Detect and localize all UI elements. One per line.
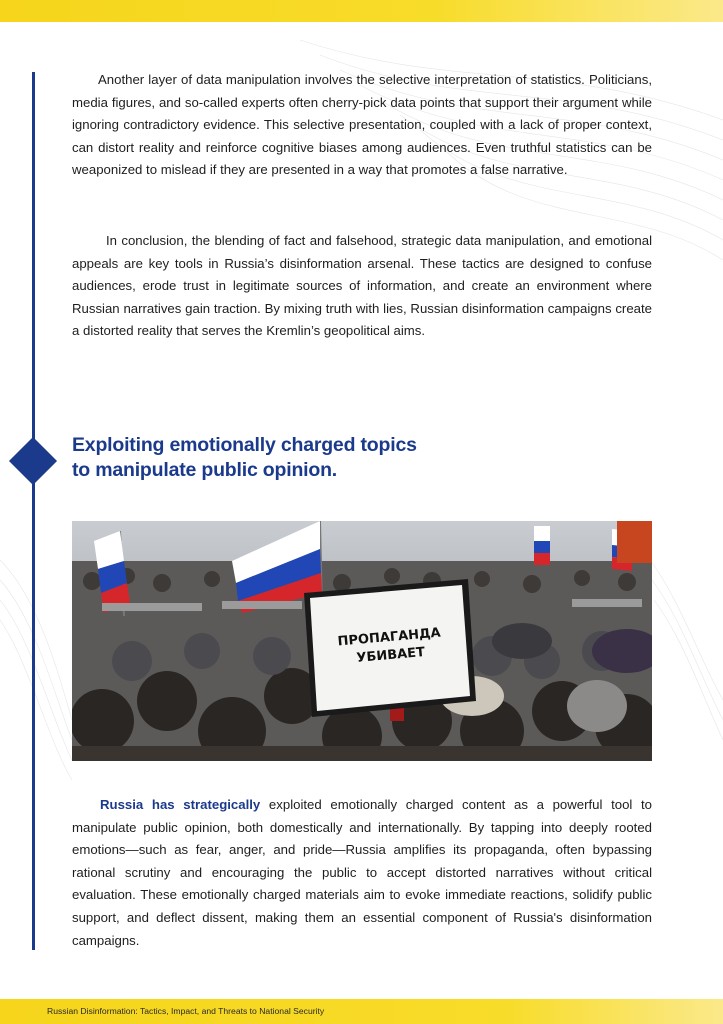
section-heading	[72, 433, 512, 483]
footer-title: Russian Disinformation: Tactics, Impact, and Threats to National Security	[47, 1006, 325, 1016]
sign-text-line-2: УБИВАЕТ	[355, 645, 426, 666]
highlight-lead-text: Russia has strategically	[100, 797, 261, 812]
body-paragraph-1: Another layer of data manipulation involves the selective interpretation of statistics. Politicians, media figures, and so-called experts often cherry-pick data points that support their argument while ignoring contradictory evidence. This selective presentation, coupled with a lack of proper context, can distort reality and reinforce cognitive biases among audiences. Even truthful statistics can be weaponized to mislead if they are presented in a way that promotes a false narrative.	[72, 72, 652, 178]
body-paragraph-3	[72, 794, 652, 952]
section-heading-line-1: Exploiting emotionally charged topics	[72, 434, 417, 456]
sign-text-line-1: ПРОПАГАНДА	[337, 625, 442, 650]
left-vertical-accent-line	[32, 72, 35, 950]
section-heading-line-2: to manipulate public opinion.	[72, 459, 338, 481]
protest-photo	[72, 521, 652, 761]
body-paragraph-2: In conclusion, the blending of fact and falsehood, strategic data manipulation, and emotional appeals are key tools in Russia’s disinformation arsenal. These tactics are designed to confuse audiences, erode trust in legitimate sources of information, and create an environment where Russian narratives gain traction. By mixing truth with lies, Russian disinformation campaigns create a distorted reality that serves the Kremlin’s geopolitical aims.	[72, 233, 652, 339]
body-paragraph-3-text: exploited emotionally charged content as a powerful tool to manipulate public opinion, both domestically and internationally. By tapping into deeply rooted emotions—such as fear, anger, and pride—Russia amplifies its propaganda, often bypassing rational scrutiny and encouraging the public to accept distorted narratives without critical evaluation. These emotionally charged materials aim to evoke immediate reactions, solidify public support, and deflect dissent, making them an essential component of Russia's disinformation campaigns.	[72, 797, 652, 948]
